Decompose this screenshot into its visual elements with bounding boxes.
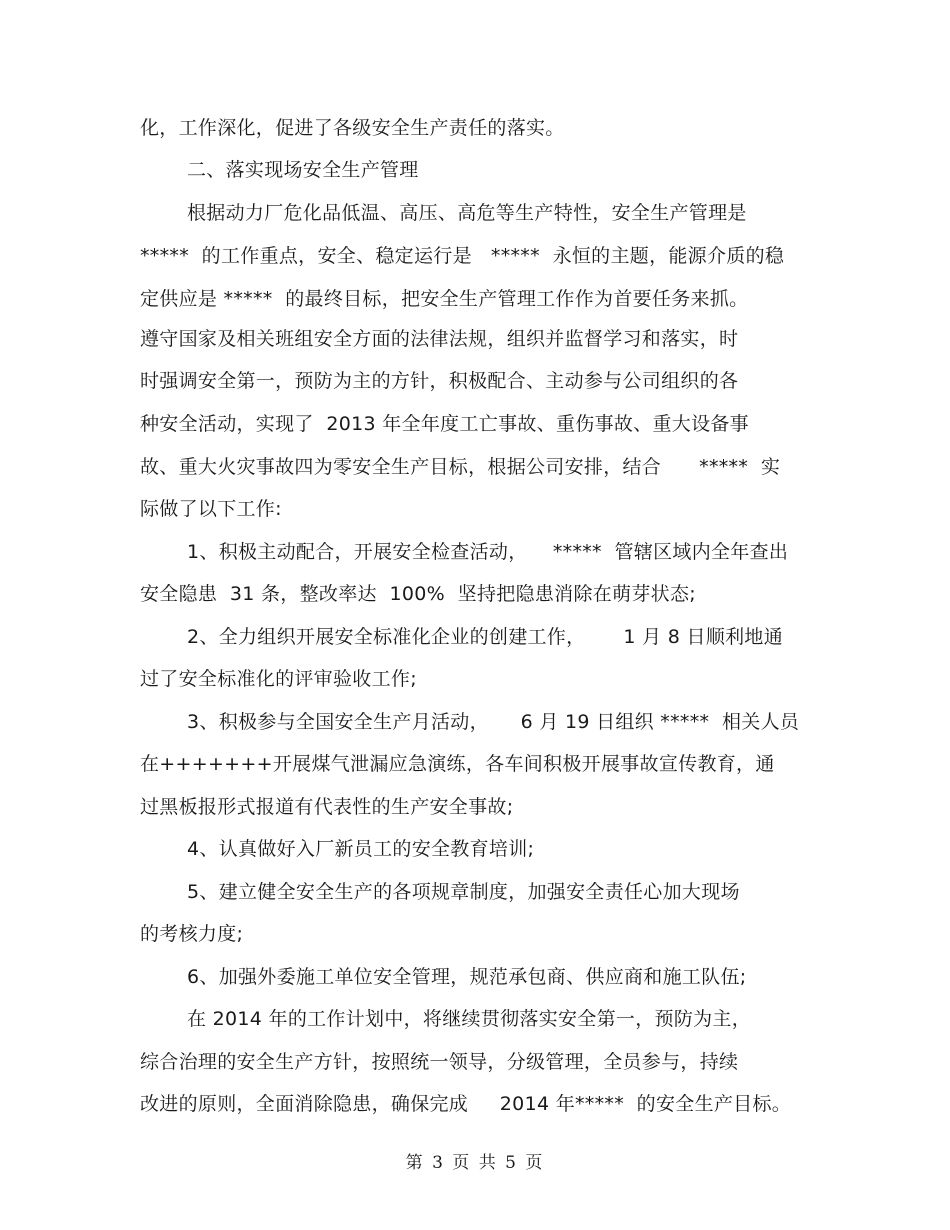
text-line-7: 时强调安全第一，预防为主的方针，积极配合、主动参与公司组织的各 [140, 370, 739, 392]
text-line-10: 际做了以下工作: [140, 498, 282, 520]
text-line-3: 根据动力厂危化品低温、高压、高危等生产特性，安全生产管理是 [187, 202, 747, 224]
list-item-1: 1、积极主动配合，开展安全检查活动， ***** 管辖区域内全年查出 [187, 541, 789, 563]
text-line-5: 定供应是 ***** 的最终目标，把安全生产管理工作作为首要任务来抓。 [140, 288, 749, 310]
page-number-footer: 第 3 页 共 5 页 [405, 1153, 545, 1173]
list-item-4: 4、认真做好入厂新员工的安全教育培训; [187, 838, 535, 860]
text-line-6: 遵守国家及相关班组安全方面的法律法规，组织并监督学习和落实，时 [140, 328, 739, 350]
text-line-14: 过了安全标准化的评审验收工作; [140, 668, 417, 690]
text-line-22: 在 2014 年的工作计划中，将继续贯彻落实安全第一，预防为主， [187, 1008, 752, 1030]
list-item-3: 3、积极参与全国安全生产月活动， 6 月 19 日组织 ***** 相关人员 [187, 711, 800, 733]
list-item-2: 2、全力组织开展安全标准化企业的创建工作， 1 月 8 日顺利地通 [187, 626, 784, 648]
section-heading: 二、落实现场安全生产管理 [187, 159, 419, 181]
text-line-17: 过黑板报形式报道有代表性的生产安全事故; [140, 796, 514, 818]
text-line-8: 种安全活动，实现了 2013 年全年度工亡事故、重伤事故、重大设备事 [140, 413, 749, 435]
text-line-24: 改进的原则，全面消除隐患，确保完成 2014 年***** 的安全生产目标。 [140, 1093, 792, 1115]
text-line-20: 的考核力度; [140, 923, 244, 945]
text-line-9: 故、重大火灾事故四为零安全生产目标，根据公司安排，结合 ***** 实 [140, 456, 781, 478]
text-line-12: 安全隐患 31 条，整改率达 100% 坚持把隐患消除在萌芽状态; [140, 583, 696, 605]
list-item-5: 5、建立健全安全生产的各项规章制度，加强安全责任心加大现场 [187, 881, 740, 903]
text-line-16: 在+++++++开展煤气泄漏应急演练，各车间积极开展事故宣传教育，通 [140, 753, 775, 775]
list-item-6: 6、加强外委施工单位安全管理，规范承包商、供应商和施工队伍; [187, 966, 747, 988]
text-line-23: 综合治理的安全生产方针，按照统一领导，分级管理，全员参与，持续 [140, 1051, 739, 1073]
text-line-1: 化，工作深化，促进了各级安全生产责任的落实。 [140, 117, 565, 139]
text-line-4: ***** 的工作重点，安全、稳定运行是 ***** 永恒的主题，能源介质的稳 [140, 245, 785, 267]
